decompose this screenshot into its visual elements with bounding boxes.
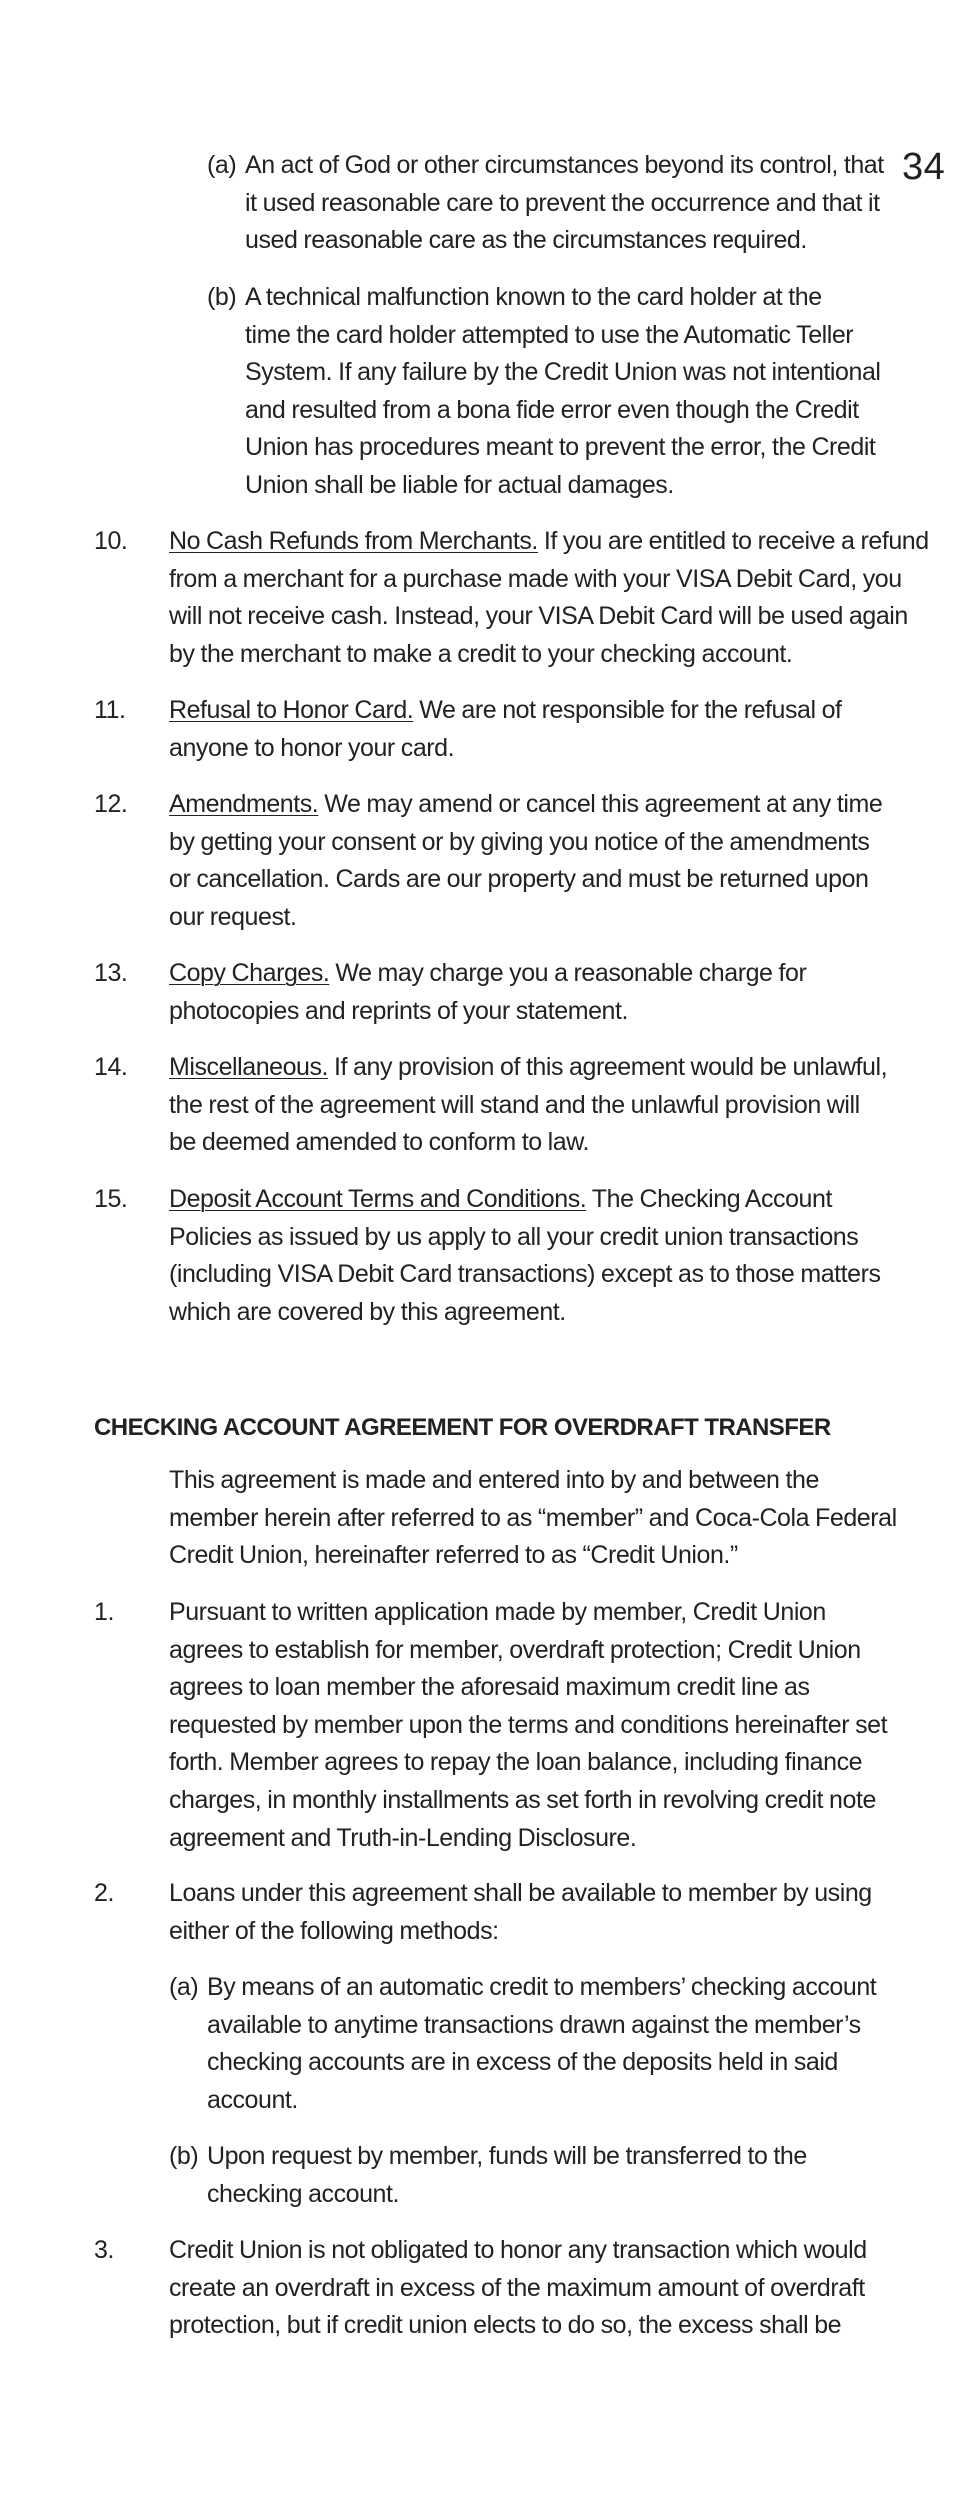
subitem-label-a: (a) bbox=[207, 151, 237, 179]
item-first-line-rest: We may charge you a reasonable charge for bbox=[329, 959, 807, 987]
item-first-line-rest: The Checking Account bbox=[586, 1185, 832, 1213]
agreement-item-1-text bbox=[169, 1594, 887, 1857]
text-line bbox=[169, 523, 929, 561]
text-line: time the card holder attempted to use the Automatic Teller bbox=[245, 320, 854, 349]
text-line: checking accounts are in excess of the deposits held in said bbox=[207, 2048, 838, 2077]
text-line: used reasonable care as the circumstances required. bbox=[245, 226, 807, 255]
item2-subitem-b-text bbox=[207, 2138, 807, 2213]
item-number: 12. bbox=[94, 790, 128, 818]
text-line: account. bbox=[207, 2085, 298, 2114]
item-number: 13. bbox=[94, 959, 128, 987]
text-line: Credit Union is not obligated to honor any transaction which would bbox=[169, 2236, 867, 2264]
item-title: No Cash Refunds from Merchants. bbox=[169, 527, 538, 555]
text-line: member herein after referred to as “member” and Coca-Cola Federal bbox=[169, 1503, 897, 1532]
text-line: anyone to honor your card. bbox=[169, 733, 455, 762]
text-line bbox=[169, 1181, 881, 1219]
text-line: A technical malfunction known to the card holder at the bbox=[245, 283, 822, 311]
text-line: This agreement is made and entered into by and between the bbox=[169, 1466, 819, 1494]
text-line: Policies as issued by us apply to all your credit union transactions bbox=[169, 1222, 859, 1251]
text-line: it used reasonable care to prevent the occurrence and that it bbox=[245, 188, 880, 217]
text-line bbox=[169, 955, 806, 993]
item-13-text bbox=[169, 955, 806, 1030]
text-line: requested by member upon the terms and conditions hereinafter set bbox=[169, 1710, 888, 1739]
subitem-a-text bbox=[245, 147, 884, 260]
item2-subitem-a-text bbox=[207, 1969, 876, 2119]
text-line: charges, in monthly installments as set forth in revolving credit note bbox=[169, 1785, 876, 1814]
text-line: or cancellation. Cards are our property and must be returned upon bbox=[169, 865, 869, 894]
item-title: Amendments. bbox=[169, 790, 319, 818]
item-number: 14. bbox=[94, 1053, 128, 1081]
item-title: Deposit Account Terms and Conditions. bbox=[169, 1185, 587, 1213]
subitem-label-a: (a) bbox=[169, 1973, 199, 2001]
text-line bbox=[169, 692, 842, 730]
text-line: Pursuant to written application made by member, Credit Union bbox=[169, 1598, 826, 1626]
text-line: create an overdraft in excess of the maximum amount of overdraft bbox=[169, 2273, 865, 2302]
text-line: will not receive cash. Instead, your VISA Debit Card will be used again bbox=[169, 602, 908, 631]
agreement-item-2-text bbox=[169, 1875, 872, 1950]
item-number: 3. bbox=[94, 2236, 114, 2264]
intro-paragraph bbox=[169, 1462, 897, 1575]
subitem-label-b: (b) bbox=[169, 2142, 199, 2170]
text-line bbox=[169, 1049, 887, 1087]
item-11-text bbox=[169, 692, 842, 767]
item-title: Refusal to Honor Card. bbox=[169, 696, 414, 724]
text-line: the rest of the agreement will stand and the unlawful provision will bbox=[169, 1090, 860, 1119]
item-first-line-rest: If any provision of this agreement would be unlawful, bbox=[328, 1053, 888, 1081]
item-title: Copy Charges. bbox=[169, 959, 330, 987]
text-line: By means of an automatic credit to members’ checking account bbox=[207, 1973, 877, 2001]
text-line: by getting your consent or by giving you notice of the amendments bbox=[169, 827, 870, 856]
text-line: available to anytime transactions drawn against the member’s bbox=[207, 2010, 861, 2039]
subitem-b-text bbox=[245, 279, 881, 505]
text-line: which are covered by this agreement. bbox=[169, 1297, 566, 1326]
text-line: agrees to loan member the aforesaid maximum credit line as bbox=[169, 1673, 810, 1702]
item-12-text bbox=[169, 786, 882, 936]
item-first-line-rest: We may amend or cancel this agreement at any time bbox=[318, 790, 883, 818]
item-number: 15. bbox=[94, 1185, 128, 1213]
text-line: An act of God or other circumstances beyond its control, that bbox=[245, 151, 884, 179]
text-line: photocopies and reprints of your statement. bbox=[169, 996, 628, 1025]
item-number: 10. bbox=[94, 527, 128, 555]
item-10-text bbox=[169, 523, 929, 673]
text-line: agrees to establish for member, overdraft protection; Credit Union bbox=[169, 1635, 861, 1664]
text-line: Union shall be liable for actual damages. bbox=[245, 470, 674, 499]
text-line: from a merchant for a purchase made with your VISA Debit Card, you bbox=[169, 564, 902, 593]
item-first-line-rest: We are not responsible for the refusal of bbox=[413, 696, 842, 724]
page-number: 34 bbox=[902, 146, 946, 188]
text-line: (including VISA Debit Card transactions) except as to those matters bbox=[169, 1260, 881, 1289]
text-line: by the merchant to make a credit to your checking account. bbox=[169, 639, 793, 668]
item-14-text bbox=[169, 1049, 887, 1162]
text-line: Loans under this agreement shall be available to member by using bbox=[169, 1879, 872, 1907]
text-line: Union has procedures meant to prevent the error, the Credit bbox=[245, 433, 876, 462]
section-heading: CHECKING ACCOUNT AGREEMENT FOR OVERDRAFT TRANSFER bbox=[94, 1414, 831, 1441]
text-line: protection, but if credit union elects to do so, the excess shall be bbox=[169, 2311, 842, 2340]
text-line: Upon request by member, funds will be transferred to the bbox=[207, 2142, 807, 2170]
text-line: and resulted from a bona fide error even though the Credit bbox=[245, 395, 859, 424]
item-number: 11. bbox=[94, 696, 126, 724]
item-first-line-rest: If you are entitled to receive a refund bbox=[537, 527, 929, 555]
text-line: checking account. bbox=[207, 2179, 399, 2208]
text-line: be deemed amended to conform to law. bbox=[169, 1128, 589, 1157]
text-line bbox=[169, 786, 882, 824]
item-title: Miscellaneous. bbox=[169, 1053, 329, 1081]
item-number: 1. bbox=[94, 1598, 114, 1626]
text-line: System. If any failure by the Credit Union was not intentional bbox=[245, 358, 881, 387]
subitem-label-b: (b) bbox=[207, 283, 237, 311]
agreement-item-3-text bbox=[169, 2232, 867, 2345]
item-15-text bbox=[169, 1181, 881, 1331]
text-line: either of the following methods: bbox=[169, 1916, 499, 1945]
text-line: agreement and Truth-in-Lending Disclosure. bbox=[169, 1823, 637, 1852]
text-line: Credit Union, hereinafter referred to as “Credit Union.” bbox=[169, 1541, 738, 1570]
text-line: forth. Member agrees to repay the loan balance, including finance bbox=[169, 1748, 863, 1777]
text-line: our request. bbox=[169, 902, 297, 931]
item-number: 2. bbox=[94, 1879, 114, 1907]
